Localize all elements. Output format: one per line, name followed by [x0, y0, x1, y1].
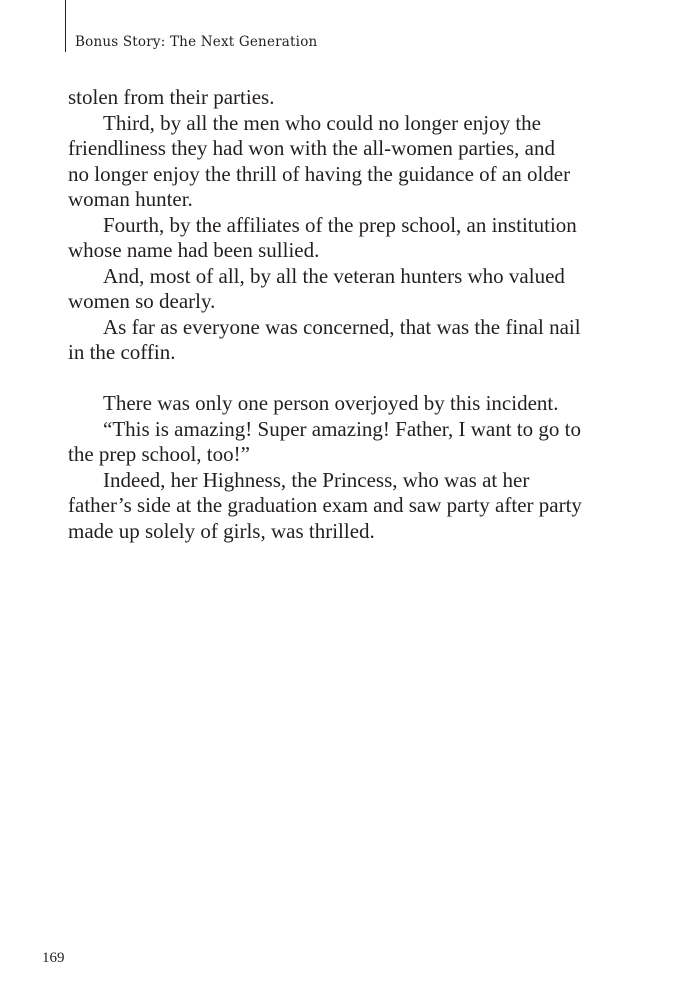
text-line: woman hunter. [68, 187, 193, 211]
text-line: Indeed, her Highness, the Princess, who was at her [103, 467, 530, 492]
text-line: whose name had been sullied. [68, 238, 320, 262]
text-line: the prep school, too!” [68, 442, 250, 466]
text-line: women so dearly. [68, 289, 216, 313]
text-line: in the coffin. [68, 340, 176, 364]
page-number: 169 [42, 950, 65, 966]
text-line: “This is amazing! Super amazing! Father, I want to go to [103, 416, 581, 441]
text-line: Fourth, by the affiliates of the prep school, an institution [103, 212, 577, 237]
running-head: Bonus Story: The Next Generation [75, 34, 318, 50]
text-line: There was only one person overjoyed by this incident. [103, 391, 559, 415]
text-line: friendliness they had won with the all-women parties, and [68, 136, 555, 160]
text-line: made up solely of girls, was thrilled. [68, 518, 375, 543]
text-line: no longer enjoy the thrill of having the guidance of an older [68, 161, 571, 186]
text-line: father’s side at the graduation exam and saw party after party [68, 493, 582, 517]
body-text [68, 85, 628, 544]
text-line: Third, by all the men who could no longer enjoy the [103, 110, 541, 135]
text-line: And, most of all, by all the veteran hunters who valued [103, 263, 565, 288]
paragraph-break [68, 366, 628, 392]
text-line: stolen from their parties. [68, 85, 275, 109]
text-line: As far as everyone was concerned, that was the final nail [103, 314, 581, 339]
header-rule [65, 0, 66, 52]
